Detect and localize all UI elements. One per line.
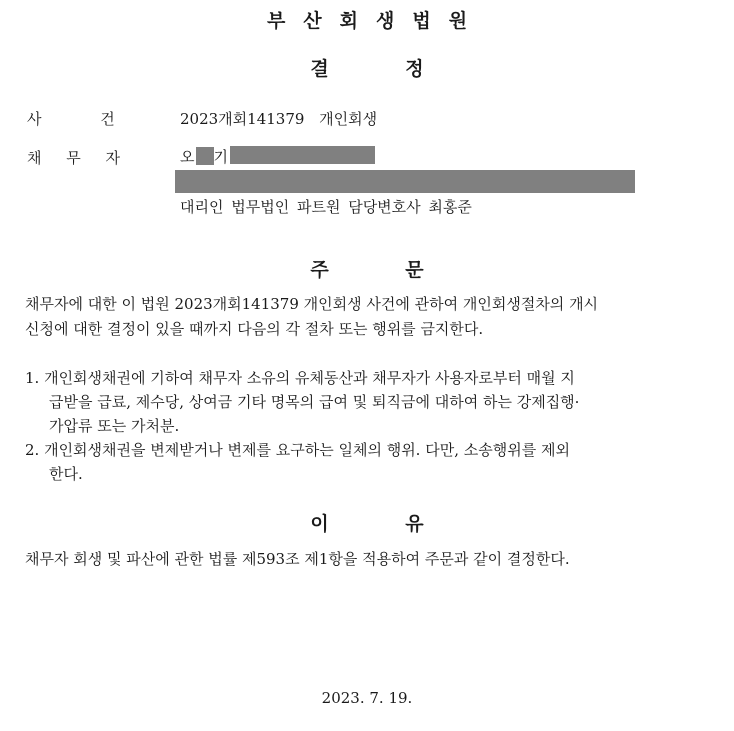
order-heading: 주 문	[310, 259, 424, 281]
order-item-line: 1. 개인회생채권에 기하여 채무자 소유의 유체동산과 채무자가 사용자로부터 매월 지	[25, 369, 575, 387]
order-item-line: 급받을 급료, 제수당, 상여금 기타 명목의 급여 및 퇴직금에 대하여 하는 강제집행·	[49, 393, 580, 411]
debtor-name-first: 오	[180, 148, 195, 166]
reason-heading: 이 유	[310, 513, 424, 535]
order-item-line: 가압류 또는 가처분.	[49, 417, 180, 435]
court-name: 부산회생법원	[266, 10, 486, 32]
order-intro-line: 신청에 대한 결정이 있을 때까지 다음의 각 절차 또는 행위를 금지한다.	[25, 320, 484, 338]
case-number: 2023개회141379 개인회생	[180, 110, 378, 128]
debtor-name-last: 기	[213, 148, 228, 166]
decision-title: 결 정	[310, 58, 424, 80]
debtor-name	[180, 146, 228, 167]
order-item-line: 2. 개인회생채권을 변제받거나 변제를 요구하는 일체의 행위. 다만, 소송행위를 제외	[25, 441, 570, 459]
representative: 대리인 법무법인 파트원 담당변호사 최홍준	[180, 198, 472, 216]
redaction-block	[230, 146, 375, 164]
decision-date: 2023. 7. 19.	[321, 689, 413, 707]
order-item-line: 한다.	[49, 465, 83, 483]
reason-text: 채무자 회생 및 파산에 관한 법률 제593조 제1항을 적용하여 주문과 같이 결정한다.	[25, 550, 570, 568]
order-intro-line: 채무자에 대한 이 법원 2023개회141379 개인회생 사건에 관하여 개인회생절차의 개시	[25, 295, 599, 313]
case-label: 사 건	[27, 110, 115, 128]
debtor-label: 채 무 자	[27, 149, 121, 167]
redaction-block	[175, 170, 635, 193]
redaction-block	[196, 147, 214, 165]
